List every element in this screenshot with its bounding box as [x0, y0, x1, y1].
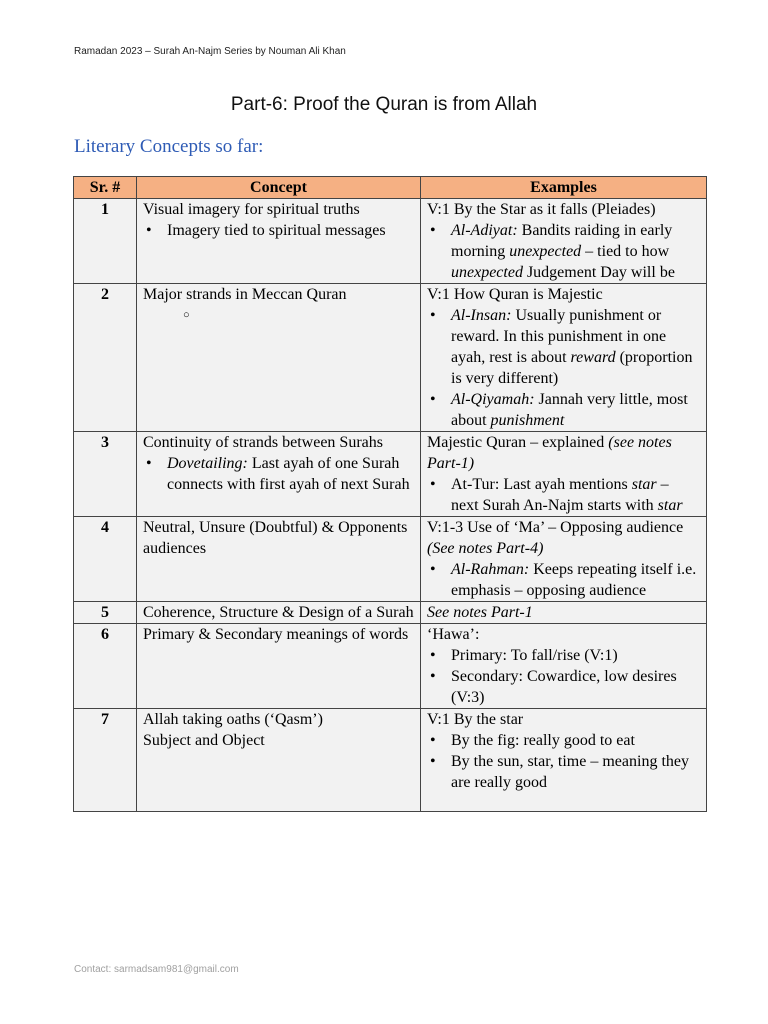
- examples-cell: [421, 432, 707, 517]
- row-number: 5: [74, 602, 137, 624]
- concept-bullet: • Dovetailing: Last ayah of one Surah connects with first ayah of next Surah: [143, 453, 414, 495]
- concept-text: Continuity of strands between Surahs: [143, 434, 383, 451]
- concept-cell: [137, 602, 421, 624]
- table-row: [74, 602, 707, 624]
- contact-footer: Contact: sarmadsam981@gmail.com: [74, 964, 239, 975]
- section-heading: Literary Concepts so far:: [74, 136, 264, 157]
- table-row: [74, 709, 707, 812]
- table-row: [74, 199, 707, 284]
- examples-cell: [421, 517, 707, 602]
- row-number: 3: [74, 432, 137, 517]
- example-text: Majestic Quran – explained (see notes Part-1): [427, 434, 672, 472]
- concept-cell: [137, 624, 421, 709]
- example-bullet: • Al-Adiyat: Bandits raiding in early morning unexpected – tied to how unexpected Judgement Day will be: [427, 220, 700, 283]
- concept-text: Neutral, Unsure (Doubtful) & Opponents audiences: [143, 519, 408, 557]
- concept-cell: [137, 517, 421, 602]
- column-header-sr: Sr. #: [74, 177, 137, 199]
- examples-cell: [421, 624, 707, 709]
- literary-concepts-table: [73, 176, 707, 812]
- document-header: Ramadan 2023 – Surah An-Najm Series by Nouman Ali Khan: [74, 46, 346, 57]
- examples-cell: [421, 709, 707, 812]
- column-header-concept: Concept: [137, 177, 421, 199]
- example-text: ‘Hawa’:: [427, 626, 480, 643]
- example-bullet: • Al-Qiyamah: Jannah very little, most about punishment: [427, 389, 700, 431]
- example-bullet: • Al-Insan: Usually punishment or reward. In this punishment in one ayah, rest is about reward (proportion is very different): [427, 305, 700, 389]
- concept-text: Allah taking oaths (‘Qasm’): [143, 711, 323, 728]
- examples-cell: [421, 284, 707, 432]
- example-bullet: • At-Tur: Last ayah mentions star – next Surah An-Najm starts with star: [427, 474, 700, 516]
- example-bullet: • Primary: To fall/rise (V:1): [427, 645, 700, 666]
- example-bullet: • By the sun, star, time – meaning they are really good: [427, 751, 700, 793]
- table-header-row: [74, 177, 707, 199]
- example-text: V:1 How Quran is Majestic: [427, 286, 603, 303]
- row-number: 6: [74, 624, 137, 709]
- table-row: [74, 432, 707, 517]
- concept-text: Major strands in Meccan Quran: [143, 286, 347, 303]
- row-number: 1: [74, 199, 137, 284]
- empty-sub-bullet: [143, 305, 414, 326]
- examples-cell: [421, 199, 707, 284]
- concept-text: Primary & Secondary meanings of words: [143, 626, 409, 643]
- concept-cell: [137, 284, 421, 432]
- table-row: [74, 624, 707, 709]
- example-text: V:1 By the Star as it falls (Pleiades): [427, 201, 656, 218]
- examples-cell: [421, 602, 707, 624]
- concept-bullet: • Imagery tied to spiritual messages: [143, 220, 414, 241]
- table-row: [74, 284, 707, 432]
- example-text: V:1 By the star: [427, 711, 524, 728]
- row-number: 7: [74, 709, 137, 812]
- example-bullet: • By the fig: really good to eat: [427, 730, 700, 751]
- column-header-examples: Examples: [421, 177, 707, 199]
- row-number: 4: [74, 517, 137, 602]
- concept-cell: [137, 199, 421, 284]
- example-text: V:1-3 Use of ‘Ma’ – Opposing audience (See notes Part-4): [427, 519, 684, 557]
- concept-text-secondary: Subject and Object: [143, 732, 265, 749]
- concept-text: Visual imagery for spiritual truths: [143, 201, 360, 218]
- concept-cell: [137, 432, 421, 517]
- row-number: 2: [74, 284, 137, 432]
- concept-text: Coherence, Structure & Design of a Surah: [143, 604, 414, 621]
- example-bullet: • Secondary: Cowardice, low desires (V:3): [427, 666, 700, 708]
- example-bullet: • Al-Rahman: Keeps repeating itself i.e. emphasis – opposing audience: [427, 559, 700, 601]
- example-text: See notes Part-1: [427, 604, 533, 621]
- page-title: Part-6: Proof the Quran is from Allah: [230, 94, 538, 115]
- concept-cell: [137, 709, 421, 812]
- table-row: [74, 517, 707, 602]
